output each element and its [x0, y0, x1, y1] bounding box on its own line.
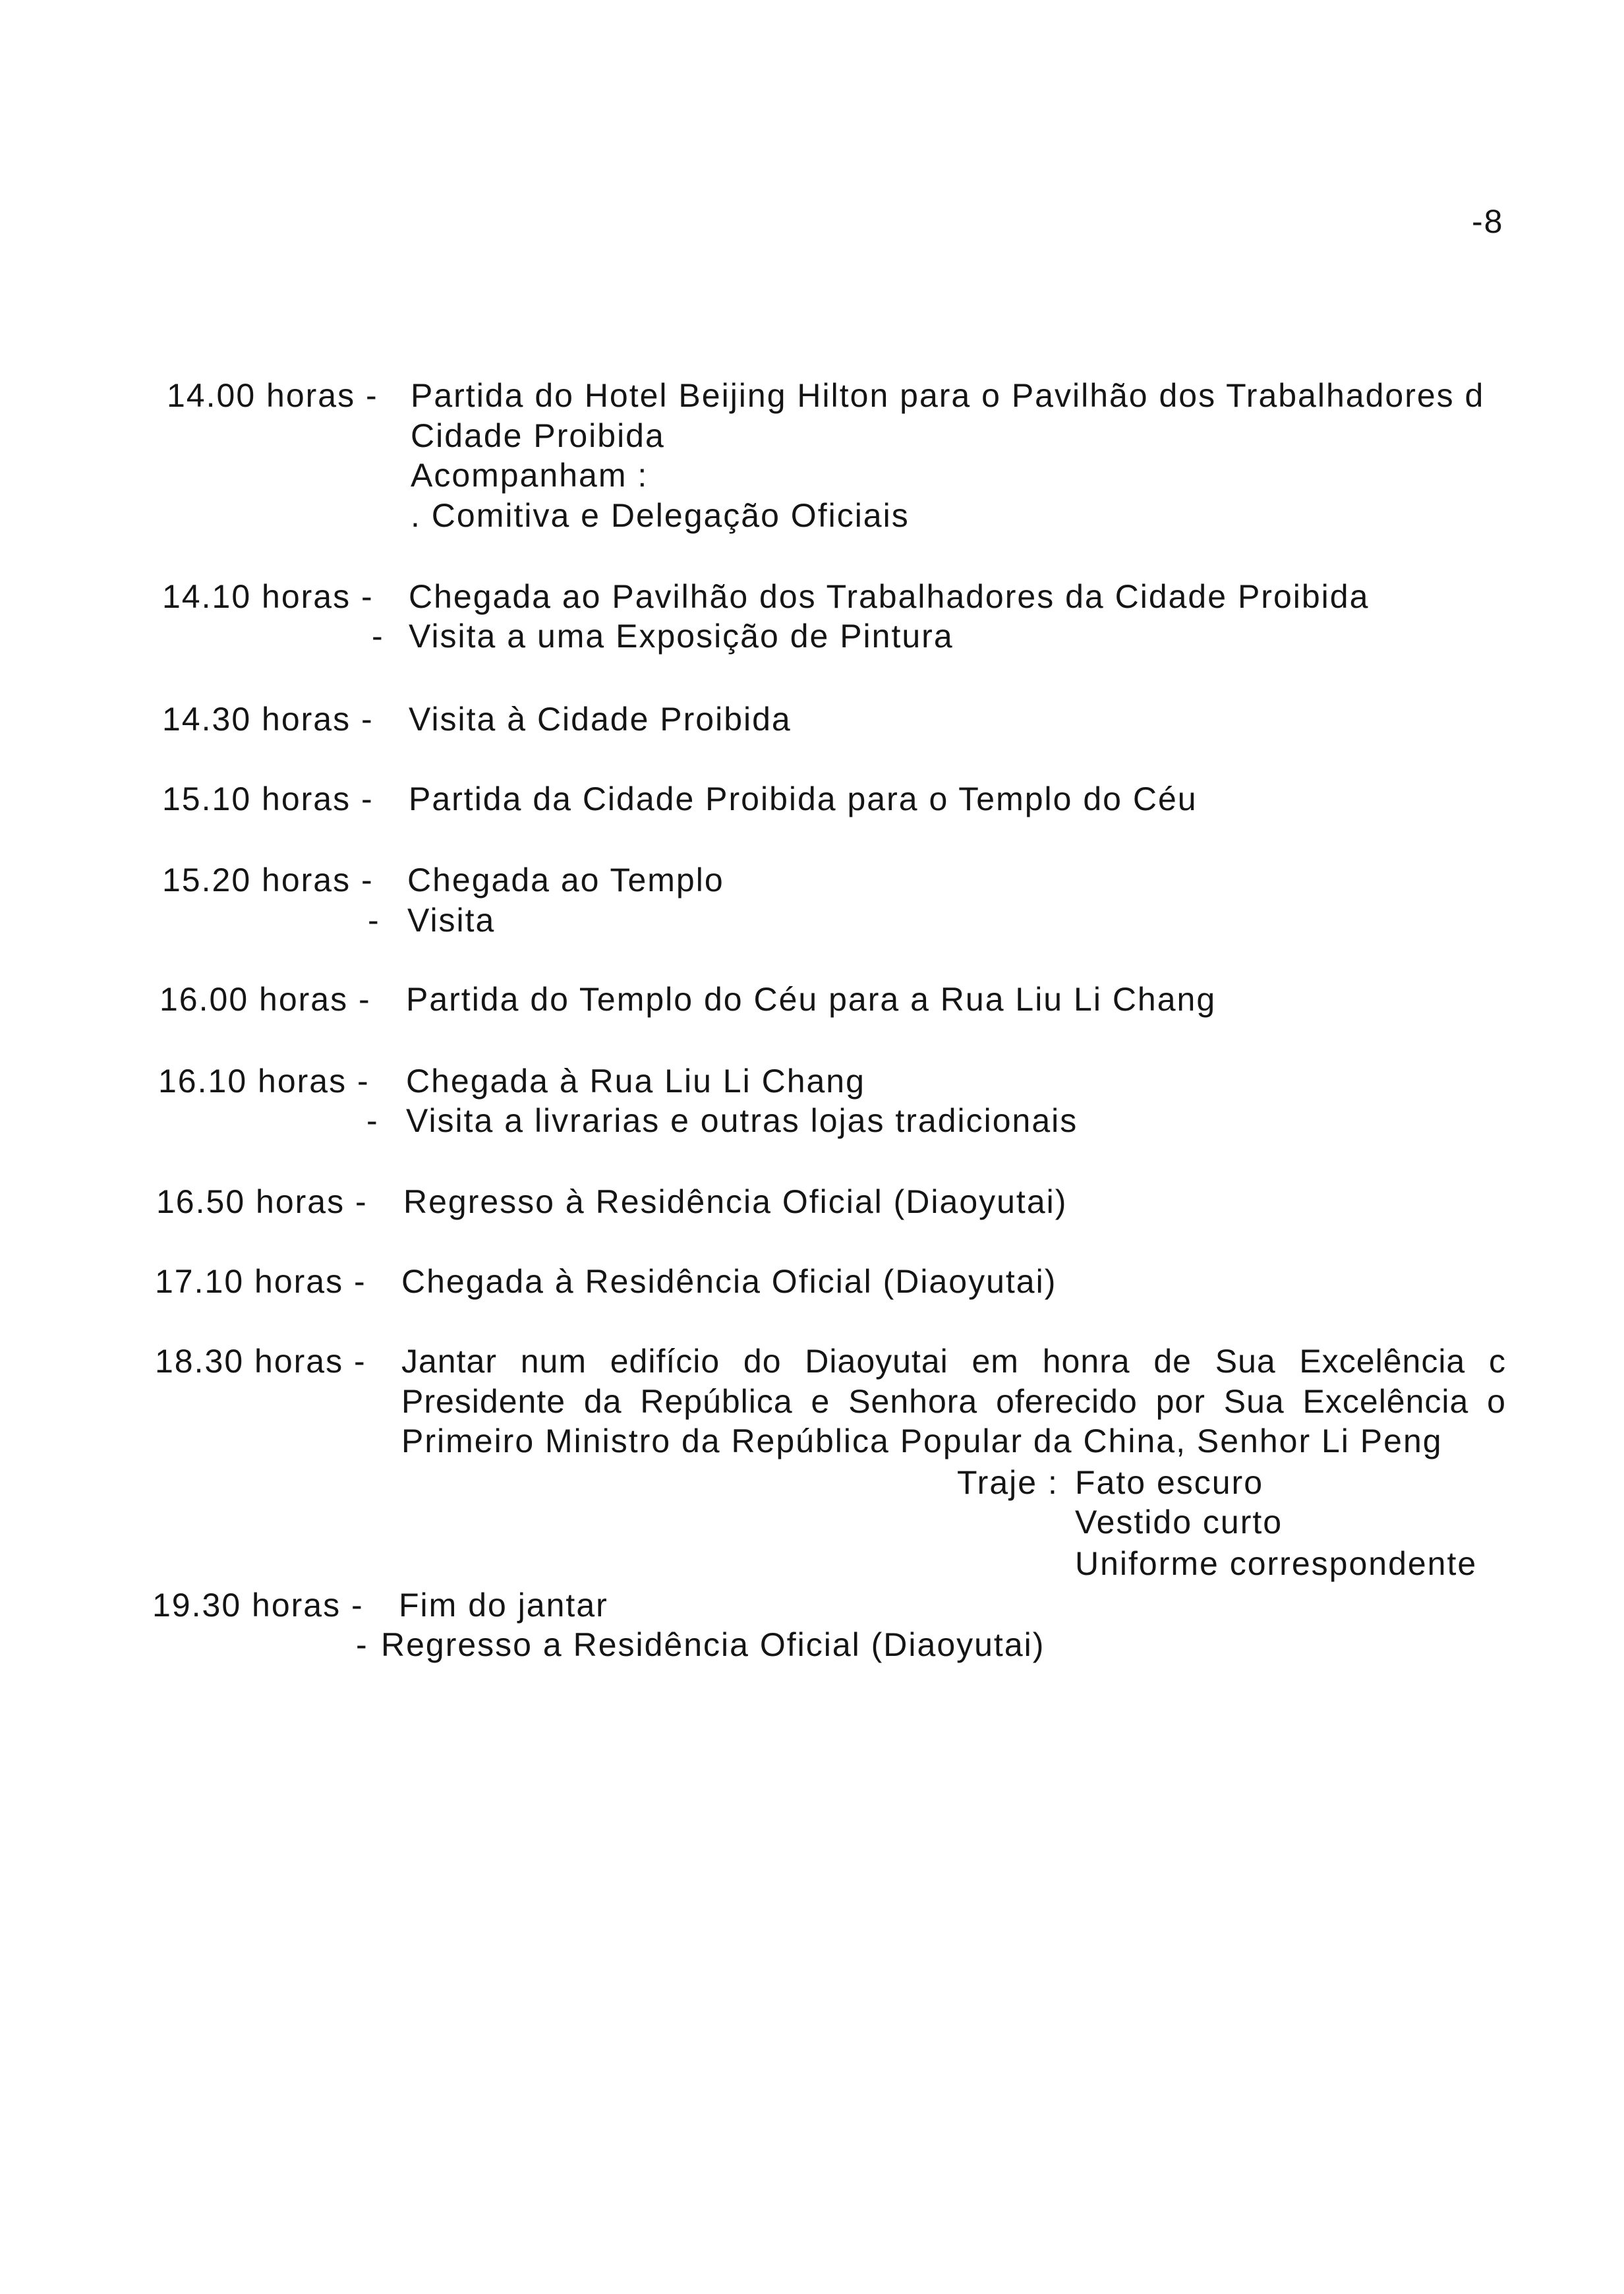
entry-text-line: Jantar num edifício do Diaoyutai em honra de Sua Excelência c — [401, 1343, 1506, 1380]
entry-text-line: Chegada ao Templo — [407, 862, 724, 898]
entry-time: 16.00 horas - — [160, 981, 371, 1018]
attire-item: Uniforme correspondente — [1075, 1545, 1478, 1582]
entry-time: 14.30 horas - — [162, 701, 374, 738]
entry-text-line: Presidente da República e Senhora oferecido por Sua Excelência o — [401, 1383, 1506, 1420]
entry-text-line: Regresso a Residência Oficial (Diaoyutai) — [381, 1626, 1045, 1663]
entry-time: 15.10 horas - — [162, 780, 374, 817]
entry-text-line: Fim do jantar — [399, 1587, 608, 1624]
attire-item: Vestido curto — [1075, 1504, 1283, 1541]
entry-text-line: Visita — [407, 902, 496, 939]
entry-text-line: Primeiro Ministro da República Popular da China, Senhor Li Peng — [401, 1423, 1443, 1459]
entry-time: 16.10 horas - — [158, 1063, 370, 1100]
entry-text-line: Partida do Templo do Céu para a Rua Liu Li Chang — [406, 981, 1217, 1018]
entry-time: 14.10 horas - — [162, 578, 374, 615]
entry-text-line: Visita a livrarias e outras lojas tradicionais — [406, 1102, 1078, 1139]
attire-item: Fato escuro — [1075, 1464, 1264, 1501]
continuation-dash: - — [366, 1102, 379, 1139]
entry-time: 14.00 horas - — [167, 377, 378, 414]
entry-text-line: . Comitiva e Delegação Oficiais — [411, 497, 910, 534]
entry-text-line: Chegada ao Pavilhão dos Trabalhadores da Cidade Proibida — [409, 578, 1370, 615]
entry-text-line: Visita à Cidade Proibida — [409, 701, 792, 738]
entry-time: 15.20 horas - — [162, 862, 374, 898]
continuation-dash: - — [356, 1626, 368, 1663]
entry-text-line: Chegada à Residência Oficial (Diaoyutai) — [401, 1263, 1057, 1300]
attire-label: Traje : — [957, 1464, 1058, 1501]
continuation-dash: - — [368, 902, 380, 939]
continuation-dash: - — [372, 618, 384, 655]
entry-time: 16.50 horas - — [156, 1183, 368, 1220]
page-number: -8 — [1472, 203, 1504, 240]
entry-text-line: Partida do Hotel Beijing Hilton para o Pavilhão dos Trabalhadores d — [411, 377, 1485, 414]
entry-text-line: Partida da Cidade Proibida para o Templo do Céu — [409, 780, 1198, 817]
entry-time: 18.30 horas - — [155, 1343, 366, 1380]
entry-time: 19.30 horas - — [152, 1587, 364, 1624]
entry-text-line: Chegada à Rua Liu Li Chang — [406, 1063, 865, 1100]
entry-text-line: Acompanham : — [411, 457, 649, 494]
entry-time: 17.10 horas - — [155, 1263, 366, 1300]
entry-text-line: Visita a uma Exposição de Pintura — [409, 618, 954, 655]
entry-text-line: Regresso à Residência Oficial (Diaoyutai) — [403, 1183, 1068, 1220]
entry-text-line: Cidade Proibida — [411, 417, 665, 454]
